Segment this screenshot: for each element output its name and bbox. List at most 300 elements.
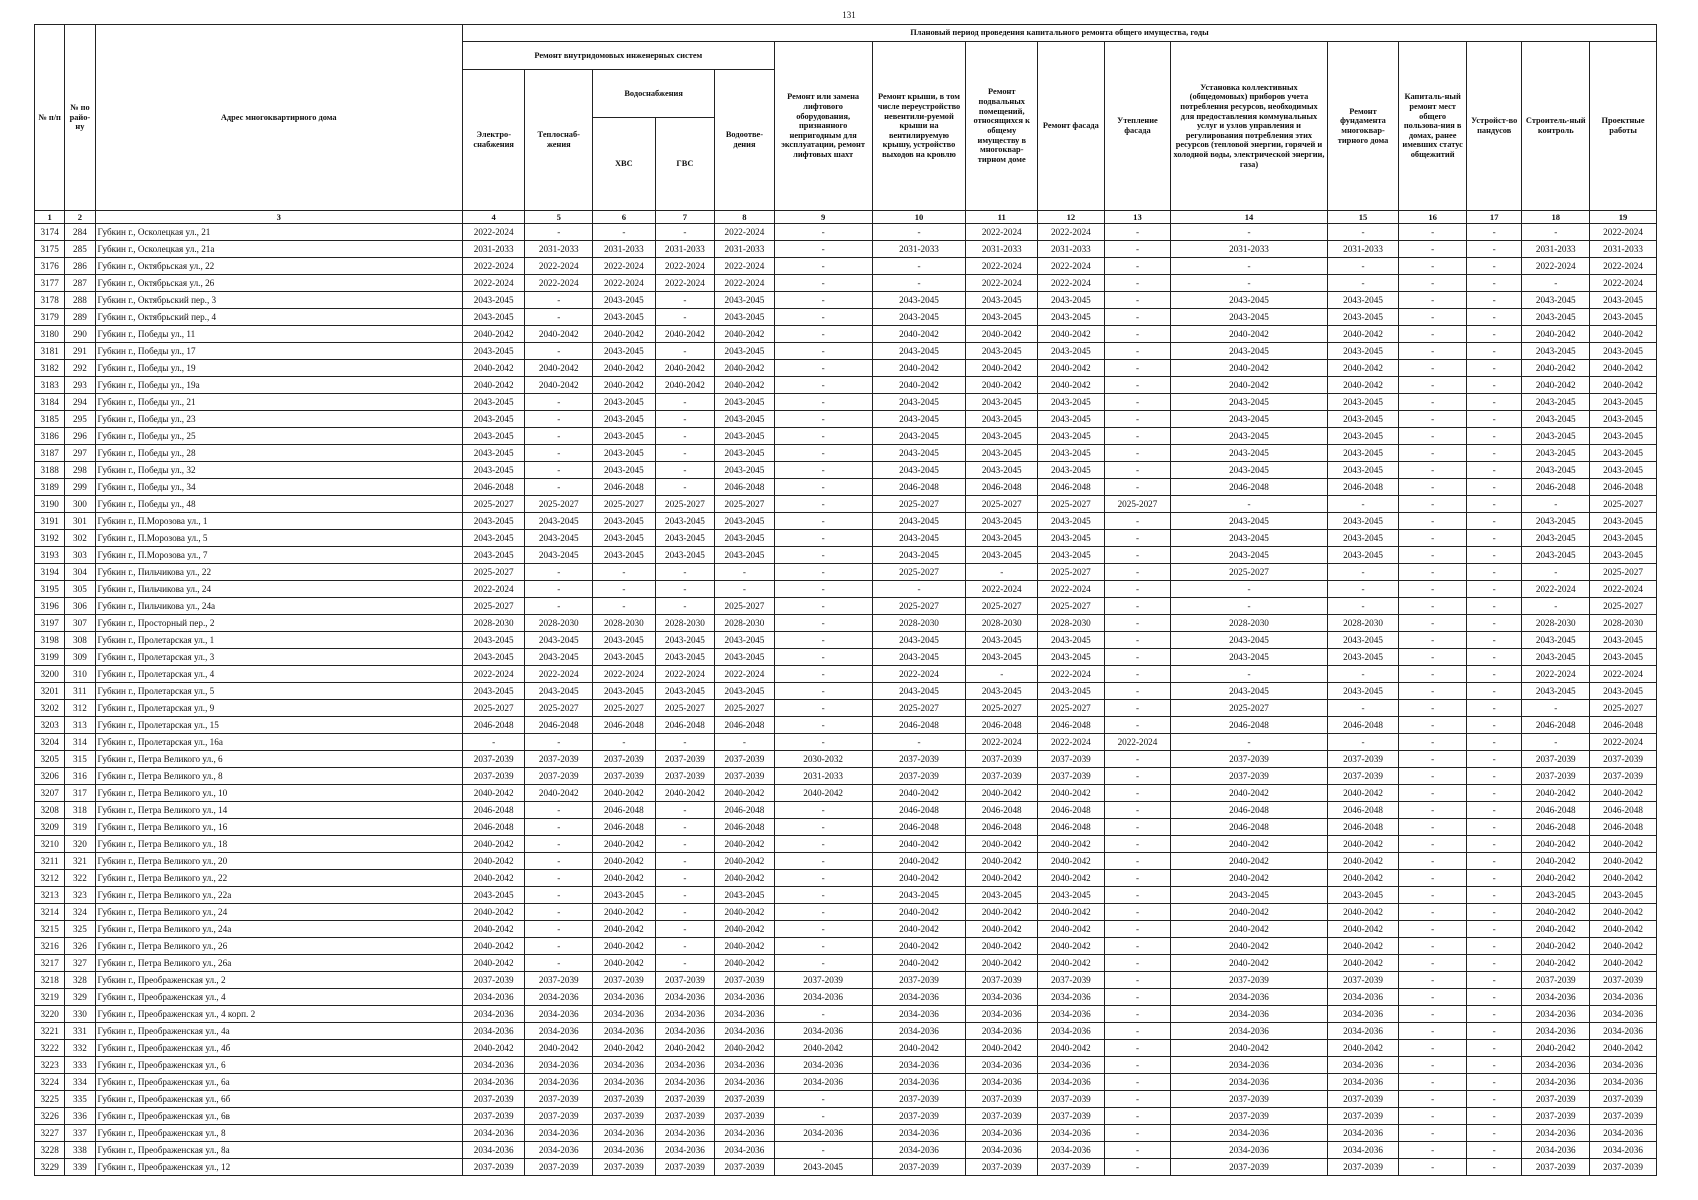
table-cell: 3203	[35, 717, 65, 734]
table-cell: 2040-2042	[872, 360, 966, 377]
table-cell: 2043-2045	[462, 292, 525, 309]
table-cell: 2040-2042	[966, 904, 1038, 921]
table-cell: -	[1399, 360, 1467, 377]
table-cell: 2040-2042	[1522, 360, 1590, 377]
table-cell: 2034-2036	[655, 1142, 715, 1159]
table-cell: -	[655, 564, 715, 581]
table-cell: -	[1399, 1023, 1467, 1040]
table-cell: 2043-2045	[1522, 530, 1590, 547]
table-cell: 2046-2048	[1522, 819, 1590, 836]
table-row	[35, 1040, 1657, 1057]
table-cell: 2046-2048	[1038, 802, 1105, 819]
table-cell: 2040-2042	[1590, 904, 1657, 921]
table-cell: 2040-2042	[966, 377, 1038, 394]
table-cell: 2043-2045	[593, 513, 656, 530]
table-cell: 2031-2033	[1327, 241, 1399, 258]
table-cell: 331	[65, 1023, 95, 1040]
table-cell: 2034-2036	[462, 1142, 525, 1159]
table-cell: 2034-2036	[525, 1006, 593, 1023]
table-cell: -	[1399, 768, 1467, 785]
table-cell: -	[1399, 734, 1467, 751]
table-cell: 2043-2045	[462, 649, 525, 666]
table-cell: 2040-2042	[462, 853, 525, 870]
table-cell: 2043-2045	[1522, 513, 1590, 530]
table-cell: -	[1104, 1159, 1171, 1176]
table-row	[35, 734, 1657, 751]
table-cell: 2037-2039	[655, 1108, 715, 1125]
table-cell: -	[1104, 1074, 1171, 1091]
table-cell: 305	[65, 581, 95, 598]
table-cell: 2040-2042	[593, 955, 656, 972]
table-row	[35, 292, 1657, 309]
header-facade-insulation: Утепление фасада	[1104, 42, 1171, 211]
table-cell: -	[655, 819, 715, 836]
table-row	[35, 1023, 1657, 1040]
table-row	[35, 445, 1657, 462]
table-row	[35, 581, 1657, 598]
table-cell: 2034-2036	[872, 1074, 966, 1091]
table-cell: 2040-2042	[1590, 853, 1657, 870]
table-cell: 2028-2030	[1590, 615, 1657, 632]
table-cell: 2040-2042	[966, 938, 1038, 955]
table-cell: 2025-2027	[1590, 564, 1657, 581]
table-cell: 2043-2045	[462, 547, 525, 564]
table-cell: -	[525, 445, 593, 462]
table-row	[35, 530, 1657, 547]
table-cell: 2040-2042	[872, 326, 966, 343]
table-cell: 2040-2042	[1038, 360, 1105, 377]
table-cell: 289	[65, 309, 95, 326]
table-cell: 2043-2045	[1590, 292, 1657, 309]
table-cell: -	[1104, 377, 1171, 394]
table-cell: 2025-2027	[1038, 598, 1105, 615]
table-cell: 2031-2033	[715, 241, 775, 258]
table-cell: 2031-2033	[593, 241, 656, 258]
table-cell: -	[774, 1108, 872, 1125]
table-cell: 2046-2048	[1327, 479, 1399, 496]
address-cell: Губкин г., Преображенская ул., 8а	[95, 1142, 462, 1159]
column-number: 16	[1399, 211, 1467, 224]
table-cell: 2040-2042	[1590, 1040, 1657, 1057]
table-cell: 2034-2036	[1590, 989, 1657, 1006]
table-cell: 2046-2048	[462, 717, 525, 734]
table-cell: 2037-2039	[1038, 1108, 1105, 1125]
table-cell: 2037-2039	[966, 1159, 1038, 1176]
table-cell: 2040-2042	[872, 377, 966, 394]
table-cell: -	[655, 802, 715, 819]
table-cell: -	[1399, 581, 1467, 598]
table-cell: -	[1399, 343, 1467, 360]
table-cell: 3192	[35, 530, 65, 547]
table-cell: 2034-2036	[1590, 1125, 1657, 1142]
table-cell: 2037-2039	[872, 768, 966, 785]
table-cell: 2046-2048	[872, 479, 966, 496]
table-cell: -	[1104, 513, 1171, 530]
table-cell: 2046-2048	[593, 479, 656, 496]
table-cell: 2043-2045	[1038, 445, 1105, 462]
table-cell: 318	[65, 802, 95, 819]
table-cell: 2034-2036	[593, 1023, 656, 1040]
table-cell: 3200	[35, 666, 65, 683]
table-cell: -	[1104, 1057, 1171, 1074]
table-cell: 2043-2045	[1038, 547, 1105, 564]
table-cell: 2037-2039	[1590, 1159, 1657, 1176]
table-cell: -	[1522, 496, 1590, 513]
table-row	[35, 1091, 1657, 1108]
table-cell: -	[525, 309, 593, 326]
table-cell: -	[655, 394, 715, 411]
table-cell: -	[1104, 819, 1171, 836]
table-cell: 2025-2027	[1590, 496, 1657, 513]
column-number: 5	[525, 211, 593, 224]
table-cell: 2022-2024	[715, 275, 775, 292]
table-cell: 2034-2036	[593, 1142, 656, 1159]
table-cell: 309	[65, 649, 95, 666]
table-cell: -	[1104, 802, 1171, 819]
table-cell: 2046-2048	[1590, 819, 1657, 836]
table-cell: 296	[65, 428, 95, 445]
table-cell: 2037-2039	[655, 768, 715, 785]
table-cell: 292	[65, 360, 95, 377]
table-cell: 2034-2036	[462, 1125, 525, 1142]
table-cell: 2040-2042	[462, 938, 525, 955]
table-cell: -	[1327, 496, 1399, 513]
table-cell: 2040-2042	[1590, 955, 1657, 972]
table-cell: 2043-2045	[655, 530, 715, 547]
table-cell: -	[774, 819, 872, 836]
table-cell: -	[1104, 394, 1171, 411]
table-cell: 2043-2045	[1038, 649, 1105, 666]
table-cell: -	[1171, 581, 1327, 598]
table-cell: 2034-2036	[1171, 1074, 1327, 1091]
table-cell: 2040-2042	[593, 1040, 656, 1057]
table-cell: 2043-2045	[1038, 428, 1105, 445]
table-cell: 3218	[35, 972, 65, 989]
table-cell: 3182	[35, 360, 65, 377]
table-cell: -	[1466, 530, 1522, 547]
table-cell: 2043-2045	[1038, 887, 1105, 904]
table-cell: -	[1399, 870, 1467, 887]
table-cell: 2025-2027	[966, 598, 1038, 615]
table-cell: 316	[65, 768, 95, 785]
table-cell: 2028-2030	[1522, 615, 1590, 632]
table-cell: 2046-2048	[593, 819, 656, 836]
table-cell: 2037-2039	[525, 972, 593, 989]
table-cell: -	[1466, 547, 1522, 564]
table-cell: 2034-2036	[525, 1142, 593, 1159]
table-cell: -	[1466, 258, 1522, 275]
table-cell: 294	[65, 394, 95, 411]
table-cell: 2046-2048	[1522, 717, 1590, 734]
address-cell: Губкин г., П.Морозова ул., 7	[95, 547, 462, 564]
table-cell: 2034-2036	[1038, 1074, 1105, 1091]
table-cell: 2037-2039	[1038, 751, 1105, 768]
table-cell: 2043-2045	[593, 394, 656, 411]
table-cell: -	[655, 479, 715, 496]
table-cell: -	[774, 666, 872, 683]
table-cell: 2043-2045	[1327, 530, 1399, 547]
table-cell: 2031-2033	[1171, 241, 1327, 258]
table-cell: 2030-2032	[774, 751, 872, 768]
table-cell: 2037-2039	[525, 751, 593, 768]
table-cell: 291	[65, 343, 95, 360]
table-cell: 2043-2045	[872, 547, 966, 564]
table-cell: -	[655, 836, 715, 853]
table-cell: -	[774, 428, 872, 445]
table-cell: -	[655, 411, 715, 428]
table-cell: -	[1522, 224, 1590, 241]
column-number: 9	[774, 211, 872, 224]
table-cell: 3198	[35, 632, 65, 649]
table-cell: -	[1399, 241, 1467, 258]
table-cell: 2043-2045	[1590, 887, 1657, 904]
table-cell: 2037-2039	[715, 1091, 775, 1108]
address-cell: Губкин г., Преображенская ул., 12	[95, 1159, 462, 1176]
table-cell: 2034-2036	[525, 989, 593, 1006]
table-cell: 2043-2045	[593, 445, 656, 462]
header-elevator: Ремонт или замена лифтового оборудования, признанного непригодным для эксплуатации, ремонт лифтовых шахт	[774, 42, 872, 211]
address-cell: Губкин г., Пролетарская ул., 1	[95, 632, 462, 649]
table-cell: -	[1466, 292, 1522, 309]
table-cell: -	[1399, 258, 1467, 275]
table-cell: 2034-2036	[1038, 1006, 1105, 1023]
table-cell: -	[1171, 666, 1327, 683]
table-cell: 2034-2036	[1327, 1023, 1399, 1040]
table-cell: -	[1104, 241, 1171, 258]
table-cell: 2040-2042	[1171, 955, 1327, 972]
table-row	[35, 598, 1657, 615]
table-cell: 3175	[35, 241, 65, 258]
table-cell: -	[1104, 836, 1171, 853]
table-cell: -	[1466, 1040, 1522, 1057]
table-cell: 3197	[35, 615, 65, 632]
table-cell: 284	[65, 224, 95, 241]
table-cell: 2040-2042	[1171, 853, 1327, 870]
table-cell: 2040-2042	[1038, 938, 1105, 955]
table-cell: -	[1171, 224, 1327, 241]
table-cell: -	[1399, 598, 1467, 615]
table-cell: 2037-2039	[1590, 751, 1657, 768]
table-row	[35, 1057, 1657, 1074]
table-cell: 2043-2045	[872, 632, 966, 649]
table-cell: 2040-2042	[462, 904, 525, 921]
table-cell: 2022-2024	[462, 275, 525, 292]
address-cell: Губкин г., Победы ул., 21	[95, 394, 462, 411]
table-cell: -	[593, 734, 656, 751]
table-cell: 2043-2045	[1590, 547, 1657, 564]
table-cell: -	[1466, 224, 1522, 241]
table-cell: 2040-2042	[1038, 904, 1105, 921]
table-cell: -	[1104, 921, 1171, 938]
table-cell: 2040-2042	[715, 955, 775, 972]
table-cell: 2034-2036	[715, 1023, 775, 1040]
table-row	[35, 666, 1657, 683]
table-cell: 2040-2042	[1327, 938, 1399, 955]
column-number: 10	[872, 211, 966, 224]
table-cell: 2022-2024	[1590, 581, 1657, 598]
table-cell: 2034-2036	[1327, 1074, 1399, 1091]
header-heating: Теплоснаб-жения	[525, 70, 593, 211]
table-cell: 2037-2039	[1327, 751, 1399, 768]
table-cell: 2046-2048	[715, 479, 775, 496]
table-cell: 2043-2045	[1327, 292, 1399, 309]
table-cell: 2040-2042	[774, 1040, 872, 1057]
table-row	[35, 683, 1657, 700]
table-cell: -	[1104, 1023, 1171, 1040]
table-row	[35, 751, 1657, 768]
table-cell: 286	[65, 258, 95, 275]
table-cell: 2043-2045	[1522, 309, 1590, 326]
column-number: 1	[35, 211, 65, 224]
table-cell: 2025-2027	[872, 564, 966, 581]
table-cell: -	[1466, 955, 1522, 972]
table-cell: 2040-2042	[593, 853, 656, 870]
table-cell: 2037-2039	[1171, 751, 1327, 768]
table-cell: 2031-2033	[1590, 241, 1657, 258]
table-cell: 307	[65, 615, 95, 632]
table-cell: -	[774, 275, 872, 292]
table-cell: -	[1466, 751, 1522, 768]
table-cell: 2046-2048	[1038, 479, 1105, 496]
address-cell: Губкин г., Победы ул., 48	[95, 496, 462, 513]
table-cell: 2040-2042	[1522, 836, 1590, 853]
table-cell: 2040-2042	[872, 921, 966, 938]
table-cell: -	[1466, 700, 1522, 717]
table-cell: 2040-2042	[966, 955, 1038, 972]
table-cell: 2040-2042	[1038, 853, 1105, 870]
table-cell: 2043-2045	[525, 513, 593, 530]
table-cell: 2037-2039	[872, 1091, 966, 1108]
table-cell: -	[872, 224, 966, 241]
table-cell: 2022-2024	[462, 224, 525, 241]
table-cell: 2043-2045	[462, 343, 525, 360]
table-cell: -	[1104, 1006, 1171, 1023]
table-cell: -	[525, 224, 593, 241]
table-cell: 2034-2036	[1327, 1125, 1399, 1142]
table-cell: -	[1399, 1006, 1467, 1023]
table-cell: 3179	[35, 309, 65, 326]
header-cold-water: ХВС	[593, 118, 656, 211]
table-cell: 3176	[35, 258, 65, 275]
table-cell: -	[655, 887, 715, 904]
table-row	[35, 938, 1657, 955]
table-cell: 2043-2045	[1171, 292, 1327, 309]
table-cell: 2043-2045	[1522, 887, 1590, 904]
table-cell: 2043-2045	[715, 428, 775, 445]
table-cell: -	[774, 1091, 872, 1108]
table-cell: -	[1104, 955, 1171, 972]
table-cell: 3215	[35, 921, 65, 938]
table-cell: -	[1466, 683, 1522, 700]
table-cell: -	[1466, 734, 1522, 751]
table-cell: -	[1466, 411, 1522, 428]
table-cell: 2034-2036	[715, 989, 775, 1006]
table-cell: 2031-2033	[525, 241, 593, 258]
table-cell: 2046-2048	[872, 717, 966, 734]
table-cell: 2043-2045	[1522, 428, 1590, 445]
table-cell: -	[1399, 802, 1467, 819]
table-row	[35, 1074, 1657, 1091]
table-cell: 2046-2048	[715, 802, 775, 819]
table-cell: -	[1327, 275, 1399, 292]
table-cell: 3181	[35, 343, 65, 360]
table-cell: 2043-2045	[1327, 445, 1399, 462]
table-cell: 2034-2036	[655, 1023, 715, 1040]
table-cell: -	[1104, 615, 1171, 632]
table-cell: 2022-2024	[462, 666, 525, 683]
table-cell: 2043-2045	[1327, 547, 1399, 564]
table-cell: 3177	[35, 275, 65, 292]
table-cell: 2043-2045	[1327, 632, 1399, 649]
table-cell: 2043-2045	[655, 683, 715, 700]
table-cell: 2040-2042	[593, 938, 656, 955]
table-cell: 2034-2036	[774, 1125, 872, 1142]
table-cell: 2034-2036	[1522, 989, 1590, 1006]
table-cell: 2043-2045	[966, 445, 1038, 462]
header-foundation: Ремонт фундамента многоквар-тирного дома	[1327, 42, 1399, 211]
table-cell: -	[774, 377, 872, 394]
table-cell: 2043-2045	[1590, 343, 1657, 360]
table-cell: -	[1399, 224, 1467, 241]
table-cell: 2034-2036	[1522, 1057, 1590, 1074]
table-cell: 2040-2042	[1171, 904, 1327, 921]
table-cell: -	[774, 224, 872, 241]
table-cell: 2043-2045	[1171, 428, 1327, 445]
table-cell: -	[1104, 989, 1171, 1006]
table-cell: -	[655, 598, 715, 615]
table-cell: 2043-2045	[1327, 428, 1399, 445]
table-cell: 2037-2039	[1327, 768, 1399, 785]
table-cell: -	[774, 632, 872, 649]
table-cell: 2022-2024	[966, 581, 1038, 598]
address-cell: Губкин г., Преображенская ул., 4а	[95, 1023, 462, 1040]
table-cell: 2040-2042	[1171, 921, 1327, 938]
header-address: Адрес многоквартирного дома	[95, 25, 462, 211]
table-cell: 2034-2036	[715, 1142, 775, 1159]
table-row	[35, 700, 1657, 717]
table-cell: 2040-2042	[1038, 836, 1105, 853]
table-cell: 2043-2045	[655, 649, 715, 666]
table-cell: 2040-2042	[462, 360, 525, 377]
address-cell: Губкин г., Петра Великого ул., 22	[95, 870, 462, 887]
table-cell: 2034-2036	[1522, 1125, 1590, 1142]
table-cell: 2043-2045	[1590, 462, 1657, 479]
table-cell: 2037-2039	[525, 1159, 593, 1176]
table-cell: 2040-2042	[525, 326, 593, 343]
table-cell: -	[872, 258, 966, 275]
address-cell: Губкин г., Просторный пер., 2	[95, 615, 462, 632]
address-cell: Губкин г., Пролетарская ул., 4	[95, 666, 462, 683]
table-cell: 2037-2039	[1522, 768, 1590, 785]
table-cell: 2037-2039	[1590, 768, 1657, 785]
table-cell: 2040-2042	[1590, 326, 1657, 343]
table-cell: -	[1399, 989, 1467, 1006]
table-cell: -	[1466, 1159, 1522, 1176]
table-row	[35, 224, 1657, 241]
table-cell: 2034-2036	[525, 1023, 593, 1040]
table-cell: 2022-2024	[655, 275, 715, 292]
table-cell: 2040-2042	[462, 326, 525, 343]
table-cell: -	[1399, 275, 1467, 292]
table-cell: -	[872, 734, 966, 751]
table-cell: 2034-2036	[655, 1006, 715, 1023]
table-cell: -	[525, 462, 593, 479]
table-cell: 295	[65, 411, 95, 428]
table-cell: 2040-2042	[1327, 904, 1399, 921]
table-cell: -	[774, 683, 872, 700]
table-cell: 2037-2039	[1327, 1159, 1399, 1176]
table-cell: 2043-2045	[1590, 530, 1657, 547]
